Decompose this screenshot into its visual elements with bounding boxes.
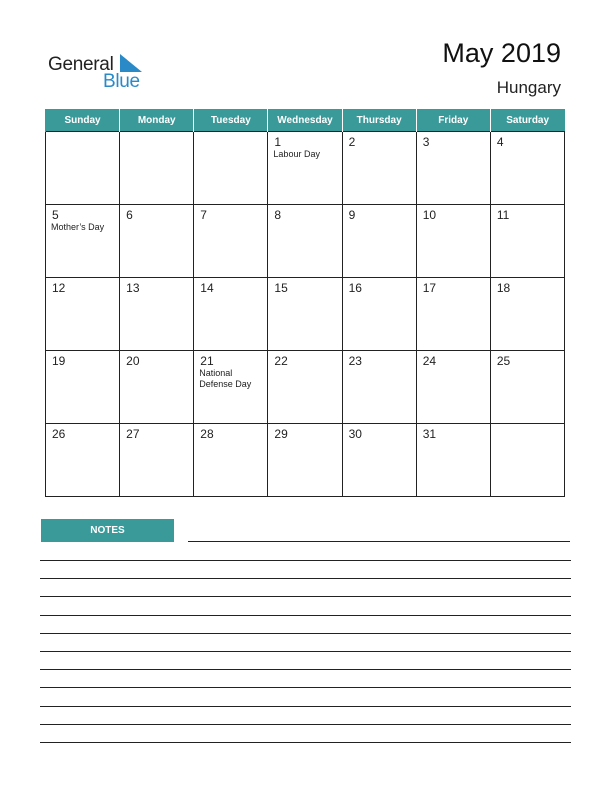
day-number: 27: [126, 427, 140, 441]
calendar-day-cell: [416, 351, 490, 424]
note-line: [188, 541, 570, 542]
day-number: 9: [348, 208, 356, 222]
day-number: 21: [200, 354, 214, 368]
day-number: 22: [274, 354, 288, 368]
calendar-day-cell: [268, 278, 342, 351]
note-line: [40, 651, 571, 652]
calendar-day-cell: [46, 424, 120, 497]
calendar-day-cell: [120, 351, 194, 424]
day-number: 3: [422, 135, 430, 149]
calendar-week-row: [46, 132, 565, 205]
note-line: [40, 742, 571, 743]
day-number: 18: [496, 281, 511, 295]
day-number: 4: [496, 135, 504, 149]
calendar-day-cell: [416, 424, 490, 497]
calendar-day-cell: [194, 205, 268, 278]
calendar-grid: [45, 109, 565, 497]
calendar-day-cell: [268, 351, 342, 424]
day-number: 13: [126, 281, 140, 295]
note-line: [40, 669, 571, 670]
calendar-day-cell: [194, 351, 268, 424]
calendar-day-cell: [194, 132, 268, 205]
day-number: 5: [52, 208, 59, 222]
calendar-day-cell: [490, 351, 564, 424]
calendar-day-cell: [490, 205, 564, 278]
generalblue-logo: [48, 52, 148, 92]
calendar-day-cell: [120, 205, 194, 278]
calendar-week-row: [46, 205, 565, 278]
day-number: 1: [274, 135, 282, 149]
note-line: [40, 615, 571, 616]
calendar-day-cell: [342, 351, 416, 424]
day-number: 28: [200, 427, 214, 441]
calendar-day-cell: [490, 132, 564, 205]
calendar-day-cell: [46, 205, 120, 278]
day-number: 24: [422, 354, 437, 368]
day-number: 31: [422, 427, 437, 441]
day-number: 17: [422, 281, 437, 295]
day-number: 10: [422, 208, 437, 222]
day-number: 11: [496, 208, 510, 222]
holiday-label: Mother’s Day: [51, 222, 105, 232]
day-number: 19: [52, 354, 66, 368]
weekday-sunday: Sunday: [46, 109, 120, 132]
calendar-day-cell: [342, 205, 416, 278]
calendar-day-cell: [194, 424, 268, 497]
country-name: Hungary: [496, 78, 561, 97]
holiday-label: Labour Day: [273, 149, 320, 159]
day-number: 12: [52, 281, 66, 295]
month-title: May 2019: [442, 38, 561, 68]
weekday-wednesday: Wednesday: [268, 109, 342, 132]
calendar-day-cell: [490, 424, 564, 497]
day-number: 16: [348, 281, 362, 295]
calendar-day-cell: [194, 278, 268, 351]
logo-word-general: General: [48, 54, 114, 75]
calendar-day-cell: [120, 424, 194, 497]
calendar-week-row: [46, 278, 565, 351]
calendar-day-cell: [416, 278, 490, 351]
calendar-week-row: [46, 424, 565, 497]
day-number: 29: [274, 427, 288, 441]
calendar-week-row: [46, 351, 565, 424]
note-line: [40, 578, 571, 579]
day-number: 2: [348, 135, 356, 149]
weekday-monday: Monday: [120, 109, 194, 132]
day-number: 14: [200, 281, 214, 295]
calendar-day-cell: [120, 278, 194, 351]
day-number: 20: [126, 354, 140, 368]
calendar-day-cell: [416, 205, 490, 278]
note-line: [40, 633, 571, 634]
weekday-tuesday: Tuesday: [194, 109, 268, 132]
notes-label: NOTES: [41, 519, 174, 542]
note-line: [40, 596, 571, 597]
calendar-day-cell: [416, 132, 490, 205]
calendar-day-cell: [46, 278, 120, 351]
note-line: [40, 706, 571, 707]
logo-word-blue: Blue: [103, 71, 140, 92]
day-number: 6: [126, 208, 133, 222]
day-number: 25: [496, 354, 511, 368]
calendar-day-cell: [268, 205, 342, 278]
holiday-label: National Defense Day: [199, 368, 252, 389]
day-number: 30: [348, 427, 362, 441]
note-line: [40, 724, 571, 725]
weekday-saturday: Saturday: [490, 109, 564, 132]
day-number: 15: [274, 281, 288, 295]
calendar-day-cell: [46, 351, 120, 424]
day-number: 7: [200, 208, 207, 222]
weekday-header-row: [46, 109, 565, 132]
weekday-friday: Friday: [416, 109, 490, 132]
weekday-thursday: Thursday: [342, 109, 416, 132]
calendar-day-cell: [46, 132, 120, 205]
calendar-day-cell: [342, 424, 416, 497]
calendar-day-cell: [268, 132, 342, 205]
day-number: 8: [274, 208, 282, 222]
calendar-day-cell: [342, 132, 416, 205]
day-number: 23: [348, 354, 362, 368]
logo-triangle-icon: [120, 54, 142, 72]
calendar-day-cell: [120, 132, 194, 205]
calendar-day-cell: [490, 278, 564, 351]
note-line: [40, 560, 571, 561]
calendar-day-cell: [342, 278, 416, 351]
day-number: 26: [52, 427, 66, 441]
calendar-day-cell: [268, 424, 342, 497]
note-line: [40, 687, 571, 688]
